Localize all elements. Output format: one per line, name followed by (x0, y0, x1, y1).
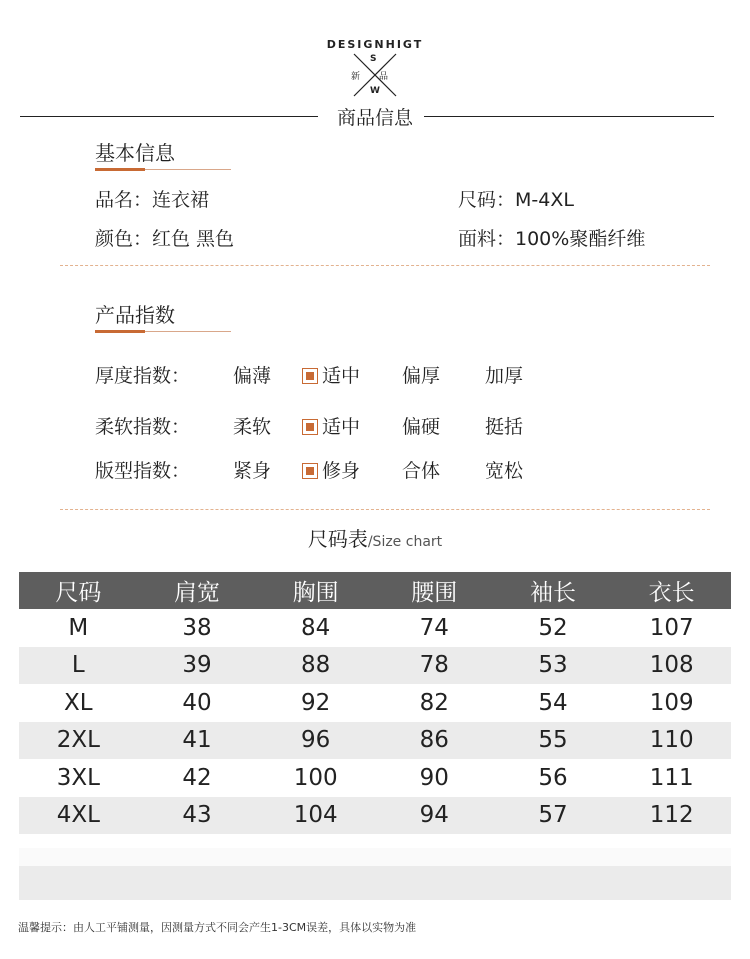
index-option-selected (302, 361, 360, 388)
checkbox-checked-icon (302, 419, 318, 435)
column-header: 衣长 (612, 572, 731, 609)
index-option: 柔软 (233, 416, 272, 438)
logo-left-char: 新 (351, 72, 361, 82)
table-cell: 54 (538, 689, 568, 716)
product-name: 品名：连衣裙 (95, 189, 210, 211)
table-cell: 57 (494, 797, 613, 835)
table-cell: 52 (538, 614, 568, 641)
index-option: 紧身 (233, 460, 272, 482)
index-option: 加厚 (485, 365, 524, 387)
table-cell: 53 (494, 647, 613, 685)
index-option-selected (302, 412, 360, 439)
table-blank-row (19, 866, 731, 900)
table-cell: 74 (419, 614, 449, 641)
table-cell: L (19, 647, 138, 685)
table-cell: 86 (375, 722, 494, 760)
product-index-heading: 产品指数 (95, 303, 175, 327)
table-row (19, 722, 731, 760)
measurement-note: 温馨提示：由人工平铺测量，因测量方式不同会产生1-3CM误差，具体以实物为准 (18, 921, 417, 934)
table-cell: 94 (375, 797, 494, 835)
table-cell: 110 (612, 722, 731, 760)
logo-right-char: 品 (379, 72, 389, 82)
title-rule-right (424, 116, 714, 117)
table-cell: 88 (256, 647, 375, 685)
table-row (19, 609, 731, 647)
table-cell: 4XL (19, 797, 138, 835)
logo-w: W (370, 86, 380, 96)
index-option-label: 适中 (322, 365, 361, 387)
product-index-underline (95, 331, 231, 332)
size-chart-title-en: /Size chart (367, 534, 443, 550)
column-header: 肩宽 (138, 572, 257, 609)
table-cell: 109 (649, 689, 694, 716)
index-label: 版型指数： (95, 460, 191, 482)
index-option-label: 修身 (322, 460, 361, 482)
index-label: 柔软指数： (95, 416, 191, 438)
index-option: 偏硬 (402, 416, 441, 438)
index-label: 厚度指数： (95, 365, 191, 387)
basic-info-underline (95, 169, 231, 170)
index-option: 挺括 (485, 416, 524, 438)
table-row (19, 759, 731, 797)
table-cell: 107 (649, 614, 694, 641)
table-cell: 2XL (19, 722, 138, 760)
index-option-selected (302, 456, 360, 483)
column-header: 尺码 (19, 572, 138, 609)
divider (60, 509, 710, 510)
table-cell: XL (64, 689, 93, 716)
table-blank-row (19, 848, 731, 866)
table-cell: 78 (375, 647, 494, 685)
table-cell: 96 (256, 722, 375, 760)
column-header: 腰围 (375, 572, 494, 609)
table-cell: 90 (419, 764, 449, 791)
table-cell: 39 (138, 647, 257, 685)
column-header: 袖长 (494, 572, 613, 609)
table-cell: M (68, 614, 89, 641)
table-cell: 108 (612, 647, 731, 685)
table-cell: 82 (419, 689, 449, 716)
table-cell: 111 (649, 764, 694, 791)
brand-logo (300, 28, 450, 98)
basic-info-heading: 基本信息 (95, 141, 175, 165)
page-title: 商品信息 (336, 107, 413, 129)
table-row (19, 684, 731, 722)
table-cell: 112 (612, 797, 731, 835)
table-row (19, 647, 731, 685)
size-table (19, 572, 731, 834)
product-colors: 颜色：红色 黑色 (95, 228, 235, 250)
table-cell: 84 (301, 614, 331, 641)
table-cell: 104 (256, 797, 375, 835)
checkbox-checked-icon (302, 368, 318, 384)
index-option: 宽松 (485, 460, 524, 482)
table-cell: 43 (138, 797, 257, 835)
table-cell: 55 (494, 722, 613, 760)
column-header: 胸围 (256, 572, 375, 609)
product-fabric: 面料：100%聚酯纤维 (458, 228, 646, 250)
logo-s: S (370, 54, 377, 64)
index-option: 偏厚 (402, 365, 441, 387)
size-chart-title (0, 523, 750, 552)
divider (60, 265, 710, 266)
table-row (19, 797, 731, 835)
table-cell: 40 (182, 689, 212, 716)
table-cell: 3XL (56, 764, 100, 791)
table-header-row (19, 572, 731, 609)
product-size-range: 尺码：M-4XL (458, 189, 574, 211)
checkbox-checked-icon (302, 463, 318, 479)
table-cell: 38 (182, 614, 212, 641)
table-cell: 100 (293, 764, 338, 791)
index-option: 合体 (402, 460, 441, 482)
table-cell: 56 (538, 764, 568, 791)
table-cell: 42 (182, 764, 212, 791)
index-option-label: 适中 (322, 416, 361, 438)
table-cell: 92 (301, 689, 331, 716)
logo-brand-text: DESIGNHIGT (326, 38, 424, 51)
index-option: 偏薄 (233, 365, 272, 387)
size-chart-title-zh: 尺码表 (307, 527, 368, 551)
table-cell: 41 (138, 722, 257, 760)
